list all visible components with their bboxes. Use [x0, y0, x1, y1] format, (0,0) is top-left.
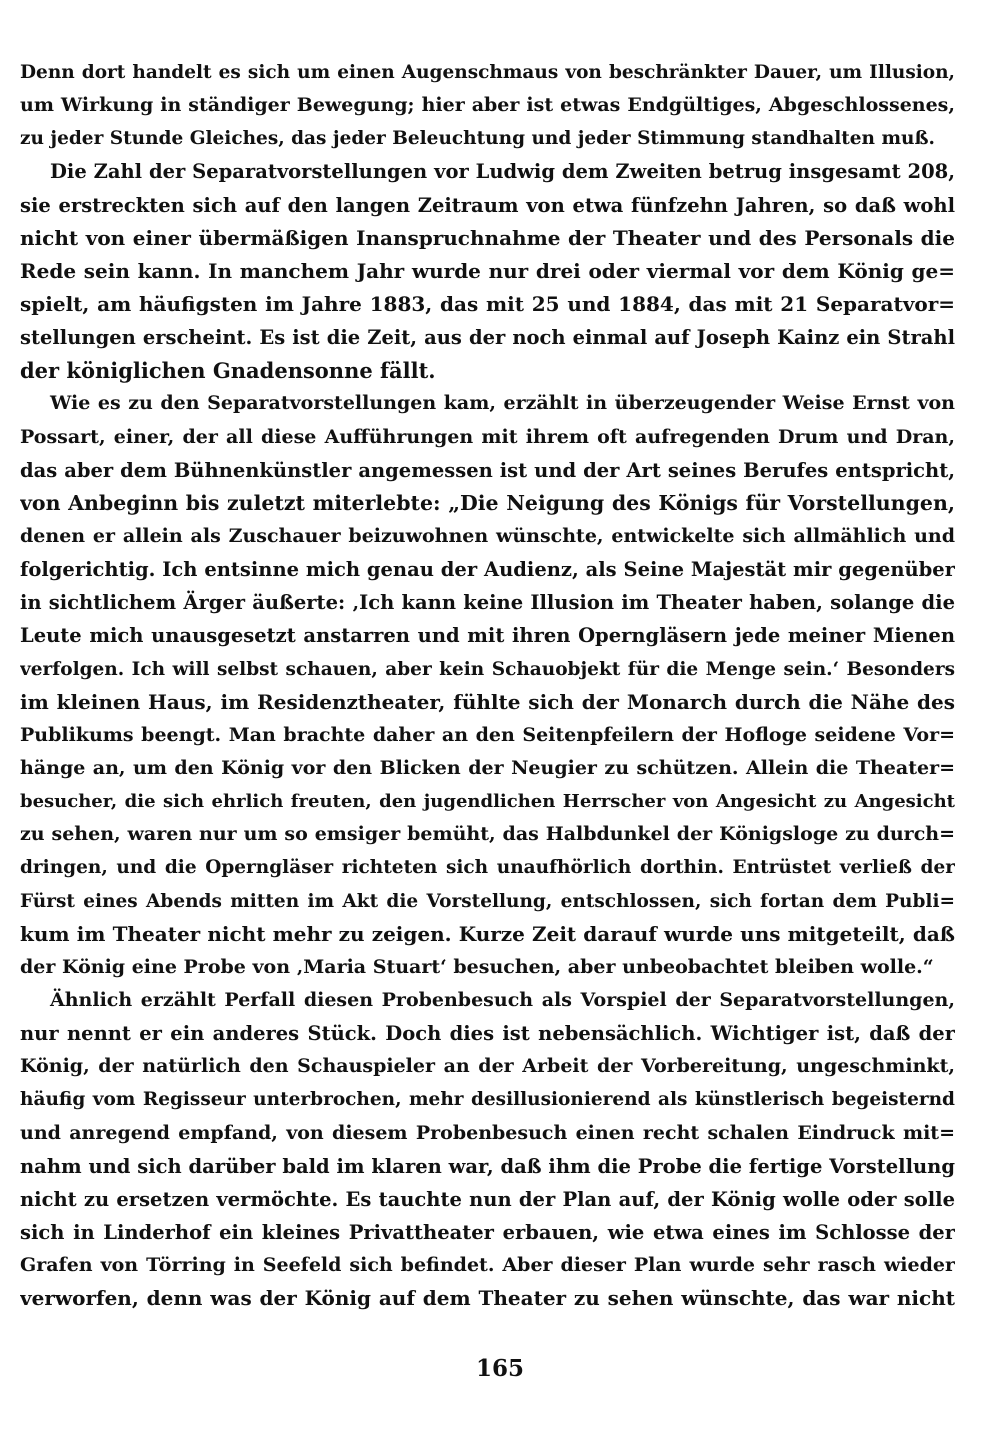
text-line: nicht von einer übermäßigen Inanspruchnahme der Theater und des Personals die [20, 225, 955, 250]
text-line: zu jeder Stunde Gleiches, das jeder Beleuchtung und jeder Stimmung standhalten muß. [20, 128, 935, 150]
text-line: kum im Theater nicht mehr zu zeigen. Kurze Zeit darauf wurde uns mitgeteilt, daß [20, 921, 955, 946]
text-line: und anregend empfand, von diesem Probenbesuch einen recht schalen Eindruck mit= [20, 1121, 955, 1144]
text-line: stellungen erscheint. Es ist die Zeit, aus der noch einmal auf Joseph Kainz ein Strahl [20, 326, 955, 350]
text-line: der königlichen Gnadensonne fällt. [20, 358, 436, 384]
text-line: folgerichtig. Ich entsinne mich genau der Audienz, als Seine Majestät mir gegenüber [20, 558, 955, 582]
text-line: spielt, am häufigsten im Jahre 1883, das mit 25 und 1884, das mit 21 Separatvor= [20, 291, 955, 316]
text-line: besucher, die sich ehrlich freuten, den jugendlichen Herrscher von Angesicht zu Angesicht [20, 791, 955, 813]
text-line: nahm und sich darüber bald im klaren war, daß ihm die Probe die fertige Vorstellung [20, 1154, 955, 1178]
text-line: dringen, und die Operngläser richteten sich unaufhörlich dorthin. Entrüstet verließ der [20, 857, 955, 879]
text-line: nicht zu ersetzen vermöchte. Es tauchte nun der Plan auf, der König wolle oder solle [20, 1187, 955, 1211]
text-line: in sichtlichem Ärger äußerte: ‚Ich kann keine Illusion im Theater haben, solange die [20, 591, 955, 615]
text-line: sie erstreckten sich auf den langen Zeitraum von etwa fünfzehn Jahren, so daß wohl [20, 193, 955, 217]
text-line: im kleinen Haus, im Residenztheater, fühlte sich der Monarch durch die Nähe des [20, 689, 955, 714]
text-line: von Anbeginn bis zuletzt miterlebte: „Die Neigung des Königs für Vorstellungen, [20, 490, 955, 515]
page-number: 165 [475, 1355, 524, 1382]
text-line: Rede sein kann. In manchem Jahr wurde nur drei oder viermal vor dem König ge= [20, 258, 955, 283]
text-line: Fürst eines Abends mitten im Akt die Vorstellung, entschlossen, sich fortan dem Publi= [20, 890, 955, 912]
text-line: Wie es zu den Separatvorstellungen kam, erzählt in überzeugender Weise Ernst von [50, 392, 955, 415]
text-line: Denn dort handelt es sich um einen Augenschmaus von beschränkter Dauer, um Illusion, [20, 62, 955, 83]
text-line: Grafen von Törring in Seefeld sich befindet. Aber dieser Plan wurde sehr rasch wieder [20, 1254, 955, 1277]
text-line: verworfen, denn was der König auf dem Theater zu sehen wünschte, das war nicht [20, 1286, 955, 1311]
text-line: Possart, einer, der all diese Aufführungen mit ihrem oft aufregenden Drum und Dran, [20, 425, 955, 448]
text-line: Ähnlich erzählt Perfall diesen Probenbesuch als Vorspiel der Separatvorstellungen, [50, 988, 955, 1011]
text-line: zu sehen, waren nur um so emsiger bemüht, das Halbdunkel der Königsloge zu durch= [20, 823, 955, 846]
text-line: König, der natürlich den Schauspieler an der Arbeit der Vorbereitung, ungeschminkt, [20, 1055, 955, 1078]
text-line: denen er allein als Zuschauer beizuwohnen wünschte, entwickelte sich allmählich und [20, 524, 955, 547]
text-line: der König eine Probe von ‚Maria Stuart‘ besuchen, aber unbeobachtet bleiben wolle.“ [20, 955, 934, 978]
text-line: häufig vom Regisseur unterbrochen, mehr desillusionierend als künstlerisch begeisternd [20, 1089, 955, 1111]
text-line: nur nennt er ein anderes Stück. Doch dies ist nebensächlich. Wichtiger ist, daß der [20, 1022, 955, 1046]
text-line: Die Zahl der Separatvorstellungen vor Ludwig dem Zweiten betrug insgesamt 208, [50, 160, 955, 184]
text-line: Leute mich unausgesetzt anstarren und mit ihren Operngläsern jede meiner Mienen [20, 624, 955, 648]
text-line: Publikums beengt. Man brachte daher an den Seitenpfeilern der Hofloge seidene Vor= [20, 723, 955, 746]
body-text [20, 56, 955, 1315]
text-line: sich in Linderhof ein kleines Privattheater erbauen, wie etwa eines im Schlosse der [20, 1220, 955, 1244]
text-line: um Wirkung in ständiger Bewegung; hier aber ist etwas Endgültiges, Abgeschlossenes, [20, 94, 955, 117]
text-line: verfolgen. Ich will selbst schauen, aber kein Schauobjekt für die Menge sein.‘ Besonders [20, 658, 955, 680]
text-line: das aber dem Bühnenkünstler angemessen ist und der Art seines Berufes entspricht, [20, 458, 955, 482]
text-line: hänge an, um den König vor den Blicken der Neugier zu schützen. Allein die Theater= [20, 756, 955, 779]
